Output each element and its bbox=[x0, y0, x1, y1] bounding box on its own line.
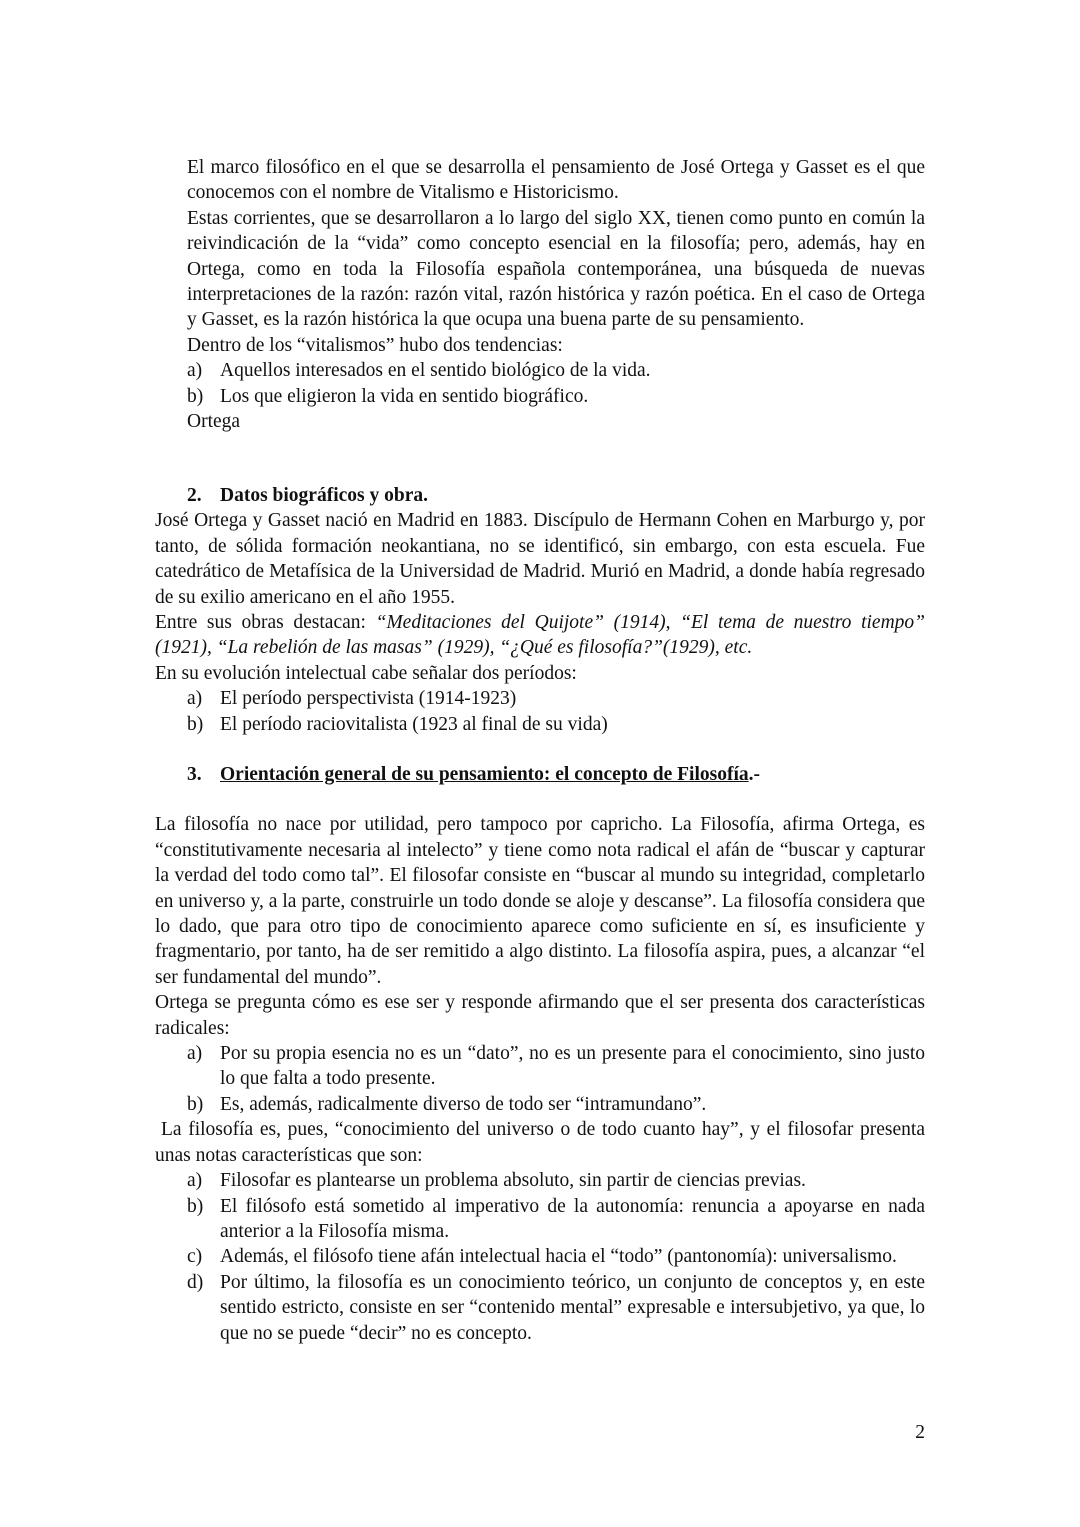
list-marker: a) bbox=[187, 360, 203, 382]
list-item bbox=[187, 384, 925, 409]
list-item bbox=[187, 1194, 925, 1245]
list-item-text: Aquellos interesados en el sentido biológico de la vida. bbox=[220, 360, 651, 382]
list-marker: c) bbox=[187, 1246, 203, 1268]
list-marker: b) bbox=[187, 1093, 204, 1115]
philosophy-paragraph-2: Ortega se pregunta cómo es ese ser y responde afirmando que el ser presenta dos características radicales: bbox=[155, 992, 925, 1039]
list-item bbox=[187, 1270, 925, 1346]
list-item-text: Filosofar es plantearse un problema absoluto, sin partir de ciencias previas. bbox=[220, 1170, 806, 1192]
list-marker: b) bbox=[187, 385, 204, 407]
list-item bbox=[187, 686, 925, 711]
list-marker: a) bbox=[187, 1170, 203, 1192]
vitalism-tendencies-list bbox=[187, 358, 925, 409]
list-marker: b) bbox=[187, 713, 204, 735]
list-item-text: Además, el filósofo tiene afán intelectual hacia el “todo” (pantonomía): universalismo. bbox=[220, 1246, 897, 1268]
periods-list bbox=[155, 686, 925, 737]
list-item-text: Es, además, radicalmente diverso de todo ser “intramundano”. bbox=[220, 1093, 707, 1115]
list-item-text: El período perspectivista (1914-1923) bbox=[220, 688, 517, 710]
section-title: Orientación general de su pensamiento: el concepto de Filosofía bbox=[220, 764, 749, 785]
intro-paragraph-3: Dentro de los “vitalismos” hubo dos tendencias: bbox=[187, 334, 563, 356]
list-item bbox=[187, 712, 925, 737]
philosophy-paragraph-1: La filosofía no nace por utilidad, pero tampoco por capricho. La Filosofía, afirma Ortega, es “constitutivamente necesaria al intelecto” y tiene como nota radical el afán de “buscar y capturar la verdad del todo como tal”. El filosofar consiste en “buscar al mundo su integridad, completarlo en universo y, a la parte, construirle un todo donde se aloje y descanse”. La filosofía considera que lo dado, que para otro tipo de conocimiento aparece como suficiente en sí, es insuficiente y fragmentario, por tanto, ha de ser remitido a algo distinto. La filosofía aspira, pues, a alcanzar “el ser fundamental del mundo”. bbox=[155, 814, 925, 988]
works-list: “Meditaciones del Quijote” (1914), “El tema de nuestro tiempo” (1921), “La rebelión de las masas” (1929), “¿Qué es filosofía?”(1929), etc. bbox=[155, 612, 925, 659]
list-item-text: El filósofo está sometido al imperativo de la autonomía: renuncia a apoyarse en nada anterior a la Filosofía misma. bbox=[220, 1195, 925, 1242]
list-marker: a) bbox=[187, 1043, 203, 1065]
list-item bbox=[187, 1041, 925, 1092]
section-number: 3. bbox=[187, 764, 202, 785]
list-marker: b) bbox=[187, 1195, 204, 1217]
section-title: Datos biográficos y obra. bbox=[220, 485, 428, 506]
being-characteristics-list bbox=[155, 1041, 925, 1117]
list-item-text: Por último, la filosofía es un conocimiento teórico, un conjunto de conceptos y, en este sentido estricto, consiste en ser “contenido mental” expresable e intersubjetivo, ya que, lo que no se puede “decir” no es concepto. bbox=[220, 1271, 925, 1344]
list-item bbox=[187, 1092, 925, 1117]
page-number: 2 bbox=[915, 1422, 925, 1443]
list-item bbox=[187, 1244, 925, 1269]
section-3-heading bbox=[155, 762, 925, 787]
section-2-heading bbox=[155, 483, 925, 508]
bio-paragraph: José Ortega y Gasset nació en Madrid en 1883. Discípulo de Hermann Cohen en Marburgo y, por tanto, de sólida formación neokantiana, no se identificó, sin embargo, con esta escuela. Fue catedrático de Metafísica de la Universidad de Madrid. Murió en Madrid, a donde había regresado de su exilio americano en el año 1955. bbox=[155, 510, 925, 608]
intro-paragraph-2: Estas corrientes, que se desarrollaron a lo largo del siglo XX, tienen como punto en común la reivindicación de la “vida” como concepto esencial en la filosofía; pero, además, hay en Ortega, como en toda la Filosofía española contemporánea, una búsqueda de nuevas interpretaciones de la razón: razón vital, razón histórica y razón poética. En el caso de Ortega y Gasset, es la razón histórica la que ocupa una buena parte de su pensamiento. bbox=[187, 207, 925, 331]
section-2 bbox=[155, 483, 925, 737]
intro-trailing-text: Ortega bbox=[187, 411, 241, 433]
section-3 bbox=[155, 762, 925, 1346]
works-paragraph bbox=[155, 610, 925, 661]
philosophy-paragraph-3: La filosofía es, pues, “conocimiento del universo o de todo cuanto hay”, y el filosofar presenta unas notas características que son: bbox=[155, 1119, 925, 1166]
list-marker: d) bbox=[187, 1271, 204, 1293]
philosophizing-notes-list bbox=[155, 1168, 925, 1346]
works-intro: Entre sus obras destacan: bbox=[155, 612, 376, 634]
list-item-text: Por su propia esencia no es un “dato”, no es un presente para el conocimiento, sino justo lo que falta a todo presente. bbox=[220, 1043, 925, 1090]
section-title-suffix: .- bbox=[748, 764, 760, 785]
list-item bbox=[187, 358, 925, 383]
list-marker: a) bbox=[187, 688, 203, 710]
list-item-text: Los que eligieron la vida en sentido biográfico. bbox=[220, 385, 589, 407]
list-item bbox=[187, 1168, 925, 1193]
intro-block bbox=[187, 155, 925, 434]
intro-paragraph-1: El marco filosófico en el que se desarrolla el pensamiento de José Ortega y Gasset es el que conocemos con el nombre de Vitalismo e Historicismo. bbox=[187, 157, 925, 204]
evolution-paragraph: En su evolución intelectual cabe señalar dos períodos: bbox=[155, 662, 577, 684]
list-item-text: El período raciovitalista (1923 al final de su vida) bbox=[220, 713, 608, 735]
section-number: 2. bbox=[187, 485, 202, 506]
